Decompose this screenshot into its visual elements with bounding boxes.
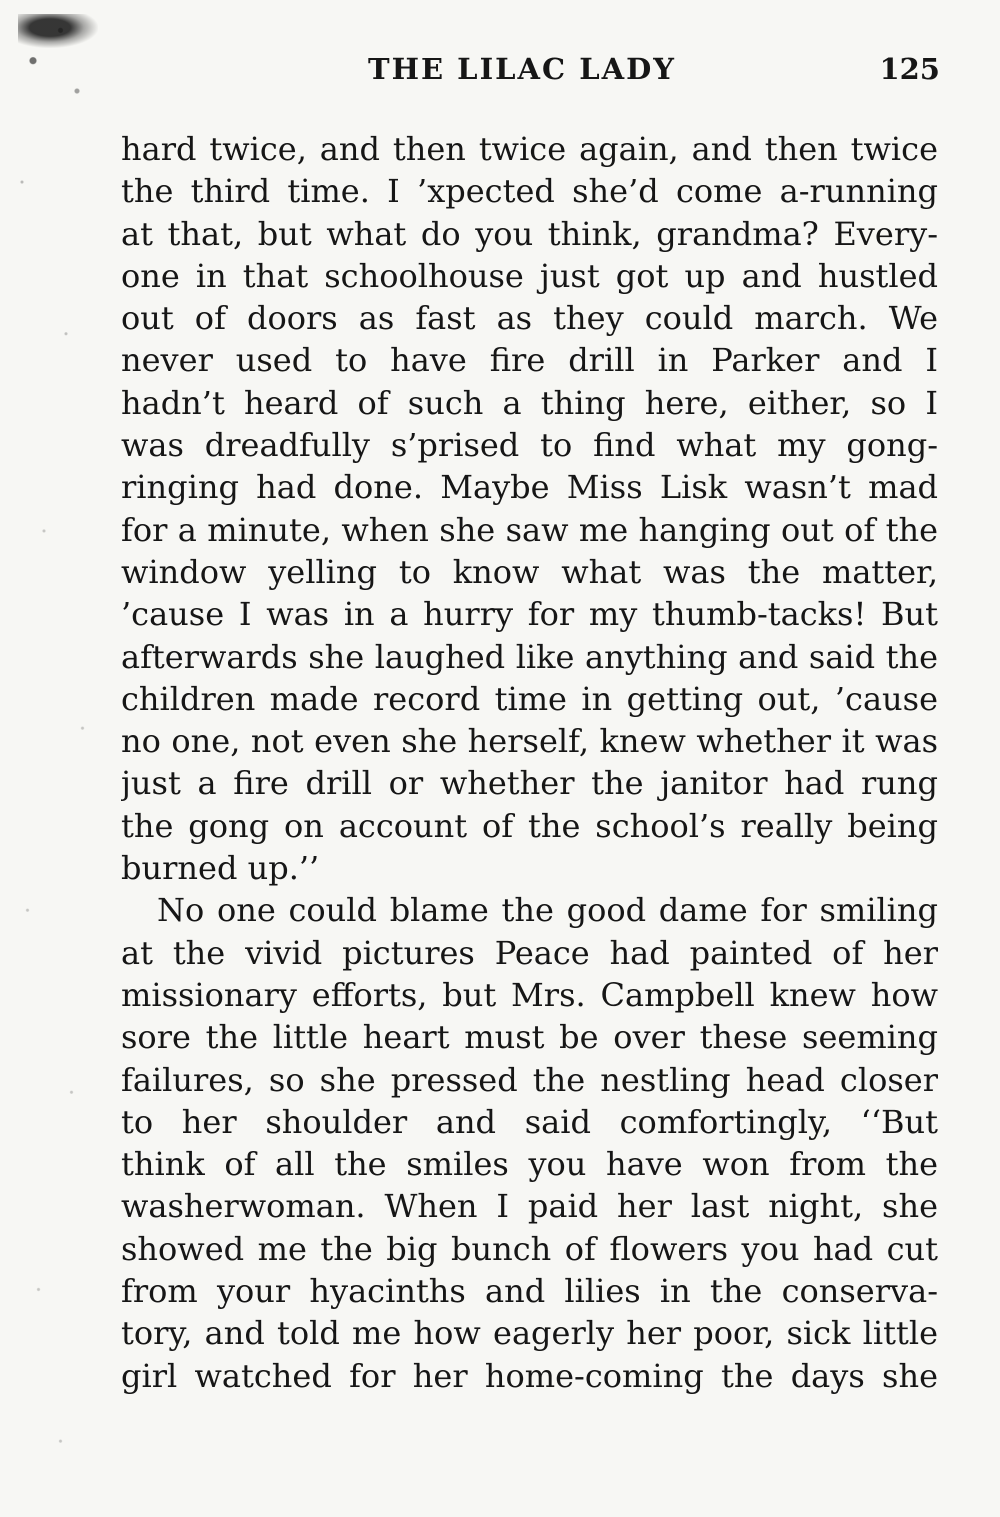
- text-line: think of all the smiles you have won from the: [121, 1145, 938, 1184]
- text-line: just a fire drill or whether the janitor had rung: [121, 764, 938, 803]
- text-line: at that, but what do you think, grandma? Every-: [121, 214, 938, 253]
- text-line: was dreadfully s’prised to find what my gong-: [121, 426, 938, 465]
- text-line: at the vivid pictures Peace had painted of her: [121, 933, 938, 972]
- text-line: window yelling to know what was the matter,: [121, 552, 938, 591]
- text-line: girl watched for her home-coming the days she: [121, 1356, 938, 1395]
- text-line: failures, so she pressed the nestling head closer: [121, 1060, 938, 1099]
- text-line: the third time. I ’xpected she’d come a-running: [121, 172, 938, 211]
- body-text: [121, 128, 938, 1397]
- text-line: one in that schoolhouse just got up and hustled: [121, 256, 938, 295]
- text-line: afterwards she laughed like anything and said the: [121, 637, 938, 676]
- ink-blot-decoration: [18, 14, 98, 48]
- text-line: from your hyacinths and lilies in the conserva-: [121, 1272, 938, 1311]
- running-title: THE LILAC LADY: [368, 52, 676, 86]
- text-line: washerwoman. When I paid her last night, she: [121, 1187, 938, 1226]
- text-line: no one, not even she herself, knew whether it was: [121, 722, 938, 761]
- text-line: children made record time in getting out, ’cause: [121, 679, 938, 718]
- text-line: hard twice, and then twice again, and then twice: [121, 130, 938, 168]
- text-line: never used to have fire drill in Parker and I: [121, 341, 938, 380]
- scan-gutter-speckles: [0, 0, 110, 1517]
- text-line: tory, and told me how eagerly her poor, sick little: [121, 1314, 938, 1353]
- text-line: burned up.’’: [121, 849, 320, 888]
- text-line: sore the little heart must be over these seeming: [121, 1018, 938, 1057]
- text-line: for a minute, when she saw me hanging out of the: [121, 510, 938, 549]
- text-line: missionary efforts, but Mrs. Campbell knew how: [121, 975, 938, 1014]
- text-line: ’cause I was in a hurry for my thumb-tacks! But: [121, 595, 938, 634]
- text-line: ringing had done. Maybe Miss Lisk wasn’t mad: [121, 468, 938, 507]
- page-number: 125: [879, 52, 940, 86]
- text-line: the gong on account of the school’s really being: [121, 806, 938, 845]
- text-line: out of doors as fast as they could march. We: [121, 299, 938, 338]
- text-line-paragraph-start: No one could blame the good dame for smiling: [157, 891, 938, 930]
- page-header: [120, 52, 940, 92]
- text-line: hadn’t heard of such a thing here, either, so I: [121, 383, 938, 422]
- text-line: to her shoulder and said comfortingly, ‘‘But: [121, 1102, 938, 1141]
- text-line: showed me the big bunch of flowers you had cut: [121, 1229, 938, 1268]
